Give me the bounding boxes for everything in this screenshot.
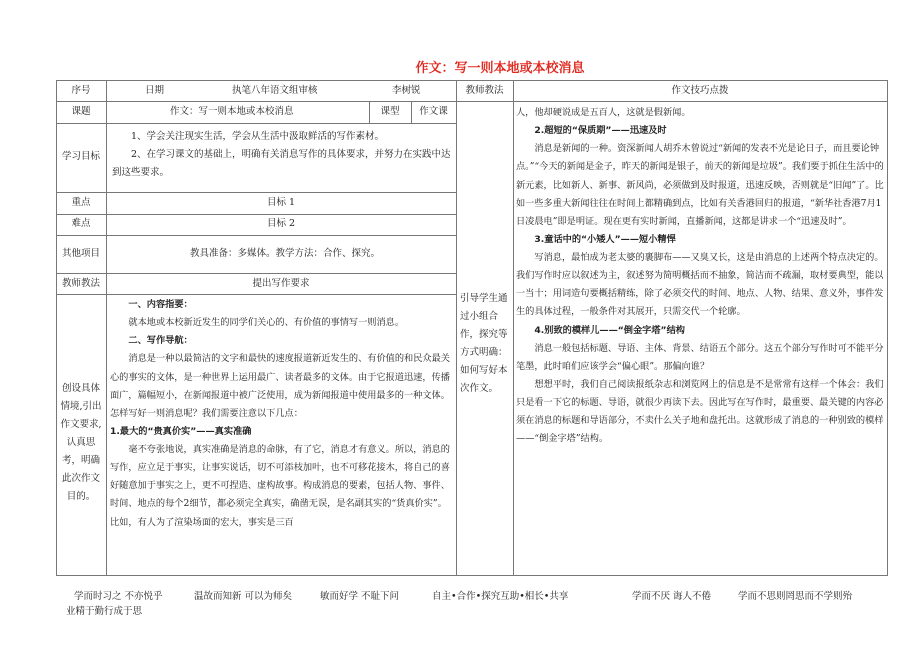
col-line xyxy=(106,80,107,294)
table-border-right xyxy=(887,80,888,576)
footer-motto-6: 学而不思则罔思而不学则殆 xyxy=(738,591,853,602)
section-text: 消息是一种以最简洁的文字和最快的速度报道新近发生的、有价值的和民众最关心的事实的文体，是一种世界上运用最广、读者最多的文体。由于它报道迅速，传播面广，篇幅短小，在新闻报道中被广泛使用，成为新闻报道中使用最多的一种文体。怎样写好一则消息呢？我们需要注意以下几点： xyxy=(110,353,450,419)
footer-motto-1: 学而时习之 不亦悦乎 xyxy=(74,591,163,602)
tips-text: 想想平时，我们自己阅读报纸杂志和浏览网上的信息是不是常常有这样一个体会：我们只是看一下它的标题、导语，就很少再读下去。因此写在写作时，最重要、最关键的内容必须在消息的标题和导语部分，不卖什么关子地和盘托出。这就形成了消息的一种别致的模样——“倒金字塔”结构。 xyxy=(516,378,884,445)
row-line xyxy=(56,123,456,124)
point-text: 毫不夸张地说，真实准确是消息的命脉，有了它，消息才有意义。所以，消息的写作，应立足于事实，让事实说话，切不可添枝加叶，也不可移花接木，将自己的喜好随意加于事实之上，更不可捏造、虚构故事。构成消息的要素，包括人物、事件、时间、地点的每个2细节，都必须完全真实，确凿无误，是名副其实的“货真价实”。比如，有人为了渲染场面的宏大，事实是三百 xyxy=(110,444,450,528)
footer-motto-3: 敏而好学 不耻下问 xyxy=(320,591,400,602)
topic-label: 课题 xyxy=(71,106,91,117)
header-date: 日期 xyxy=(145,85,165,96)
method-value: 提出写作要求 xyxy=(252,278,310,289)
table-border-bottom xyxy=(56,575,888,576)
tips-text: 消息是新闻的一种。资深新闻人胡乔木曾说过“新闻的发表不光是论日子，而且要论钟点。”“今天的新闻是金子，昨天的新闻是银子，前天的新闻是垃圾”。我们要于抓住生活中的新元素，比如新人、新事、新风尚，必须做到及时报道，迅速反映，否则就是“旧闻”了。比如一些多重大新闻往往在时间上都精确到点，比如有关香港回归的报道，“新华社香港7月1日凌晨电”即是明证。现在更有实时新闻，直播新闻，这都是讲求一个“迅速及时”。 xyxy=(516,143,884,227)
header-review: 执笔八年语文组审核 xyxy=(232,85,318,96)
other-label: 其他项目 xyxy=(61,248,100,259)
tips-heading: 4.别致的模样儿——“倒金字塔”结构 xyxy=(534,324,685,336)
row-line xyxy=(56,294,456,295)
section-text: 就本地或本校新近发生的同学们关心的、有价值的事情写一则消息。 xyxy=(128,317,405,329)
footer-motto-5: 学而不厌 诲人不倦 xyxy=(632,591,712,602)
header-tips: 作文技巧点拨 xyxy=(671,85,729,96)
row-line xyxy=(56,273,456,274)
header-num: 序号 xyxy=(71,85,91,96)
key-value: 目标 1 xyxy=(266,197,296,208)
section-heading: 二、写作导航： xyxy=(128,335,193,347)
divider-main xyxy=(456,80,457,576)
tips-heading: 3.童话中的“小矮人”——短小精悍 xyxy=(534,233,676,245)
header-author: 李树锐 xyxy=(392,85,421,96)
divider-middle xyxy=(513,80,514,576)
key-label: 重点 xyxy=(71,197,91,208)
difficulty-value: 目标 2 xyxy=(266,218,296,229)
table-border-top xyxy=(56,80,888,81)
tips-content xyxy=(516,104,884,448)
method-label: 教师教法 xyxy=(61,278,100,289)
difficulty-label: 难点 xyxy=(71,218,91,229)
row-line xyxy=(56,101,888,102)
point-heading: 1.最大的“贵真价实”——真实准确 xyxy=(110,425,252,437)
page-title: 作文：写一则本地或本校消息 xyxy=(415,61,585,76)
other-value: 教具准备：多媒体。教学方法：合作、探究。 xyxy=(190,248,381,259)
row-line xyxy=(56,235,456,236)
section-heading: 一、内容指要： xyxy=(128,299,193,310)
footer-motto-7: 业精于勤行成于思 xyxy=(66,606,143,617)
topic-value: 作文：写一则本地或本校消息 xyxy=(170,106,294,117)
left-guide-text: 创设具体情境,引出作文要求,认真思考，明确此次作文目的。 xyxy=(60,383,102,503)
tips-text: 消息一般包括标题、导语、主体、背景、结语五个部分。这五个部分写作时可不能平分笔墨，此时咱们应该学会“偏心眼”。那偏向谁？ xyxy=(516,342,884,372)
goals-label: 学习目标 xyxy=(61,151,100,162)
goals-content xyxy=(112,128,452,182)
footer-motto-2: 温故而知新 可以为师矣 xyxy=(194,591,293,602)
footer-motto-4: 自主•合作•探究互助•相长•共享 xyxy=(432,591,569,602)
type-value: 作文课 xyxy=(419,106,448,117)
row-line xyxy=(56,192,456,193)
header-teacher-method: 教师教法 xyxy=(465,85,504,96)
col-line xyxy=(106,294,107,576)
type-label: 课型 xyxy=(380,106,400,117)
goal-2: 2、在学习课文的基础上，明确有关消息写作的具体要求，并努力在实践中达到这些要求。 xyxy=(112,149,451,179)
main-content xyxy=(110,296,452,532)
tips-heading: 2.超短的“保质期”——迅速及时 xyxy=(534,125,667,137)
tips-text: 写消息，最怕成为老太婆的裹脚布——又臭又长，这是由消息的上述两个特点决定的。我们写作时应以叙述为主，叙述努为简明概括而不抽象，简洁而不疏漏，取材要典型，能以一当十；用词造句要概括精练，除了必须交代的时间、地点、人物、结果、意义外，事件发生的具体过程，一般条件对其展开，只需交代一个轮廓。 xyxy=(516,252,884,318)
goal-1: 1、学会关注现实生活，学会从生活中汲取鲜活的写作素材。 xyxy=(131,131,385,142)
middle-guide-text: 引导学生通过小组合作，探究等方式明确：如何写好本次作文。 xyxy=(460,293,508,395)
tips-text: 人，他却硬说成是五百人，这就是假新闻。 xyxy=(516,107,691,118)
